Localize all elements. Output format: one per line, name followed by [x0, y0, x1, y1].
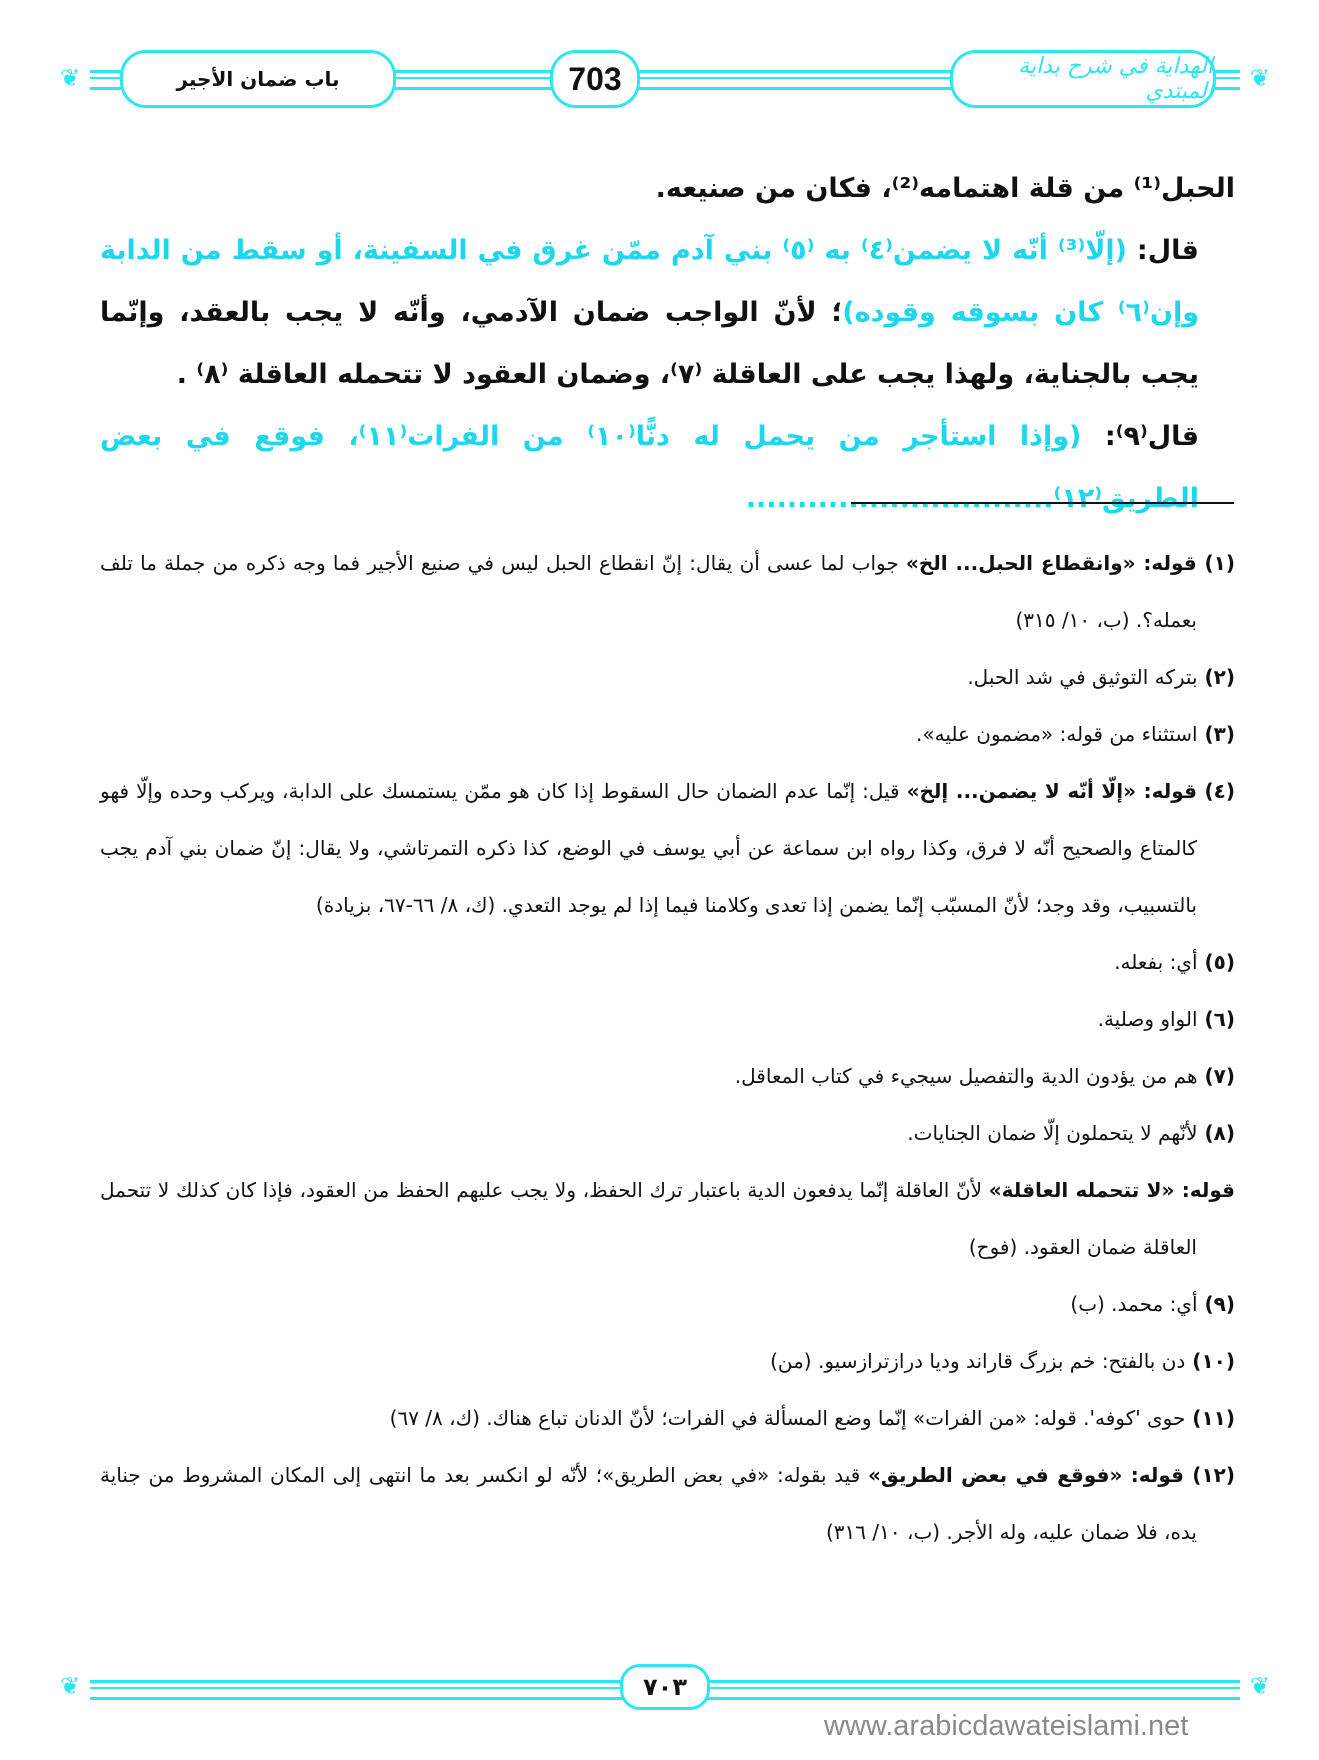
footnote-number: قوله: [1174, 1178, 1236, 1202]
footnote-number: (١١) [1185, 1406, 1235, 1430]
chapter-title-box [120, 50, 396, 108]
footnote [100, 535, 1235, 649]
page-footer [60, 1664, 1270, 1710]
footnote-number: (١) قوله: [1135, 551, 1236, 575]
footnote-text: قيل: إنّما عدم الضمان حال السقوط إذا كان هو ممّن يستمسك على الدابة، ويركب وحده وإلّا فهو كالمتاع والصحيح أنّه لا فرق، وكذا رواه ابن سماعة عن أبي يوسف في الوضع، كذا ذكره التمرتاشي، ولا يقال: إنّ ضمان بني آدم يجب بالتسبيب، وقد وجد؛ لأنّ المسبّب إنّما يضمن إذا تعدى وكلامنا فيما إذا لم يوجد التعدي. (ك، ٨/ ٦٦-٦٧، بزيادة) [100, 779, 1197, 917]
watermark: www.arabicdawateislami.net [824, 1710, 1189, 1742]
footnote-text: حوى 'كوفه'. قوله: «من الفرات» إنّما وضع المسألة في الفرات؛ لأنّ الدنان تباع هناك. (ك، ٨/ ٦٧) [389, 1406, 1186, 1430]
ornament-icon: ❦ [1249, 64, 1270, 92]
footnote-number: (٢) [1197, 665, 1235, 689]
footnote [100, 991, 1235, 1048]
footnote-number: (٣) [1197, 722, 1235, 746]
footnote-number: (٩) [1197, 1292, 1235, 1316]
footnotes [100, 535, 1235, 1561]
footnote [100, 1333, 1235, 1390]
matn-quote: (وإذا استأجر من يحمل له دنًّا⁽١٠⁾ من الفرات⁽١١⁾، فوقع في بعض الطريق⁽١٢⁾.............................. [100, 421, 1199, 514]
footnote-number: (٥) [1197, 950, 1235, 974]
footnote-text: لأنّهم لا يتحملون إلّا ضمان الجنايات. [907, 1121, 1198, 1145]
paragraph [100, 220, 1235, 406]
footnote [100, 1162, 1235, 1276]
footnote-lemma: «وانقطاع الحبل... الخ» [905, 551, 1136, 575]
footer-page-number: ٧٠٣ [643, 1673, 687, 1701]
chapter-title: باب ضمان الأجير [176, 67, 340, 91]
footnote-lemma: «لا تتحمله العاقلة» [988, 1178, 1175, 1202]
footnote [100, 706, 1235, 763]
footnote [100, 934, 1235, 991]
matn-quote: (إلّا⁽³⁾ أنّه لا يضمن⁽٤⁾ به ⁽٥⁾ بني آدم ممّن غرق في السفينة، أو سقط من الدابة وإن⁽٦⁾ كان بسوقه وقوده) [100, 235, 1200, 328]
footnote [100, 1390, 1235, 1447]
footnote [100, 763, 1235, 934]
footer-page-number-box [620, 1664, 710, 1710]
footnote-text: بتركه التوثيق في شد الحبل. [967, 665, 1198, 689]
page-number-box [550, 50, 640, 108]
page-number: 703 [568, 60, 622, 97]
footnote-number: (٨) [1197, 1121, 1235, 1145]
footnote [100, 649, 1235, 706]
main-text [100, 158, 1235, 530]
footnote-text: أي: محمد. (ب) [1070, 1292, 1198, 1316]
footnote-text: الواو وصلية. [1097, 1007, 1198, 1031]
footnote [100, 1105, 1235, 1162]
footnote-text: هم من يؤدون الدية والتفصيل سيجيء في كتاب المعاقل. [734, 1064, 1198, 1088]
footnote-number: (٦) [1197, 1007, 1235, 1031]
footnote-text: استثناء من قوله: «مضمون عليه». [916, 722, 1198, 746]
ornament-icon: ❦ [60, 64, 81, 92]
paragraph [100, 406, 1235, 530]
footnote-text: أي: بفعله. [1114, 950, 1198, 974]
footnote [100, 1048, 1235, 1105]
footnote-number: (٧) [1197, 1064, 1235, 1088]
footnote-text: دن بالفتح: خم بزرگ قاراند وديا درازترازسيو. (من) [770, 1349, 1186, 1373]
book-title-box [950, 50, 1216, 108]
footnote-lemma: «إلّا أنّه لا يضمن... إلخ» [906, 779, 1137, 803]
ornament-icon: ❦ [60, 1672, 81, 1700]
page-header [60, 50, 1270, 106]
footnote-number: (١٠) [1185, 1349, 1235, 1373]
footnote-text: لأنّ العاقلة إنّما يدفعون الدية باعتبار ترك الحفظ، ولا يجب عليهم الحفظ من العقود، فإذا كان كذلك لا تتحمل العاقلة ضمان العقود. (فوح) [100, 1178, 1197, 1259]
book-title: الهداية في شرح بداية المبتدي [1018, 54, 1213, 104]
footnote-divider [851, 502, 1234, 504]
ornament-icon: ❦ [1249, 1672, 1270, 1700]
footnote-text: جواب لما عسى أن يقال: إنّ انقطاع الحبل ليس في صنيع الأجير فما وجه ذكره من جملة ما تلف بعمله؟. (ب، ١٠/ ٣١٥) [100, 551, 1197, 632]
label: قال: [1126, 235, 1199, 266]
commentary: ؛ لأنّ الواجب ضمان الآدمي، وأنّه لا يجب بالعقد، وإنّما يجب بالجناية، ولهذا يجب على العاقلة ⁽٧⁾، وضمان العقود لا تتحمله العاقلة ⁽٨⁾ . [100, 297, 1199, 390]
footnote [100, 1276, 1235, 1333]
footnote-number: (١٢) قوله: [1122, 1463, 1235, 1487]
paragraph: الحبل⁽¹⁾ من قلة اهتمامه⁽²⁾، فكان من صنيعه. [655, 173, 1235, 204]
footnote-number: (٤) قوله: [1136, 779, 1235, 803]
footnote-text: قيد بقوله: «في بعض الطريق»؛ لأنّه لو انكسر بعد ما انتهى إلى المكان المشروط من جناية يده، فلا ضمان عليه، وله الأجر. (ب، ١٠/ ٣١٦) [100, 1463, 1197, 1544]
footnote [100, 1447, 1235, 1561]
label: قال⁽٩⁾: [1081, 421, 1199, 452]
footnote-lemma: «فوقع في بعض الطريق» [868, 1463, 1123, 1487]
